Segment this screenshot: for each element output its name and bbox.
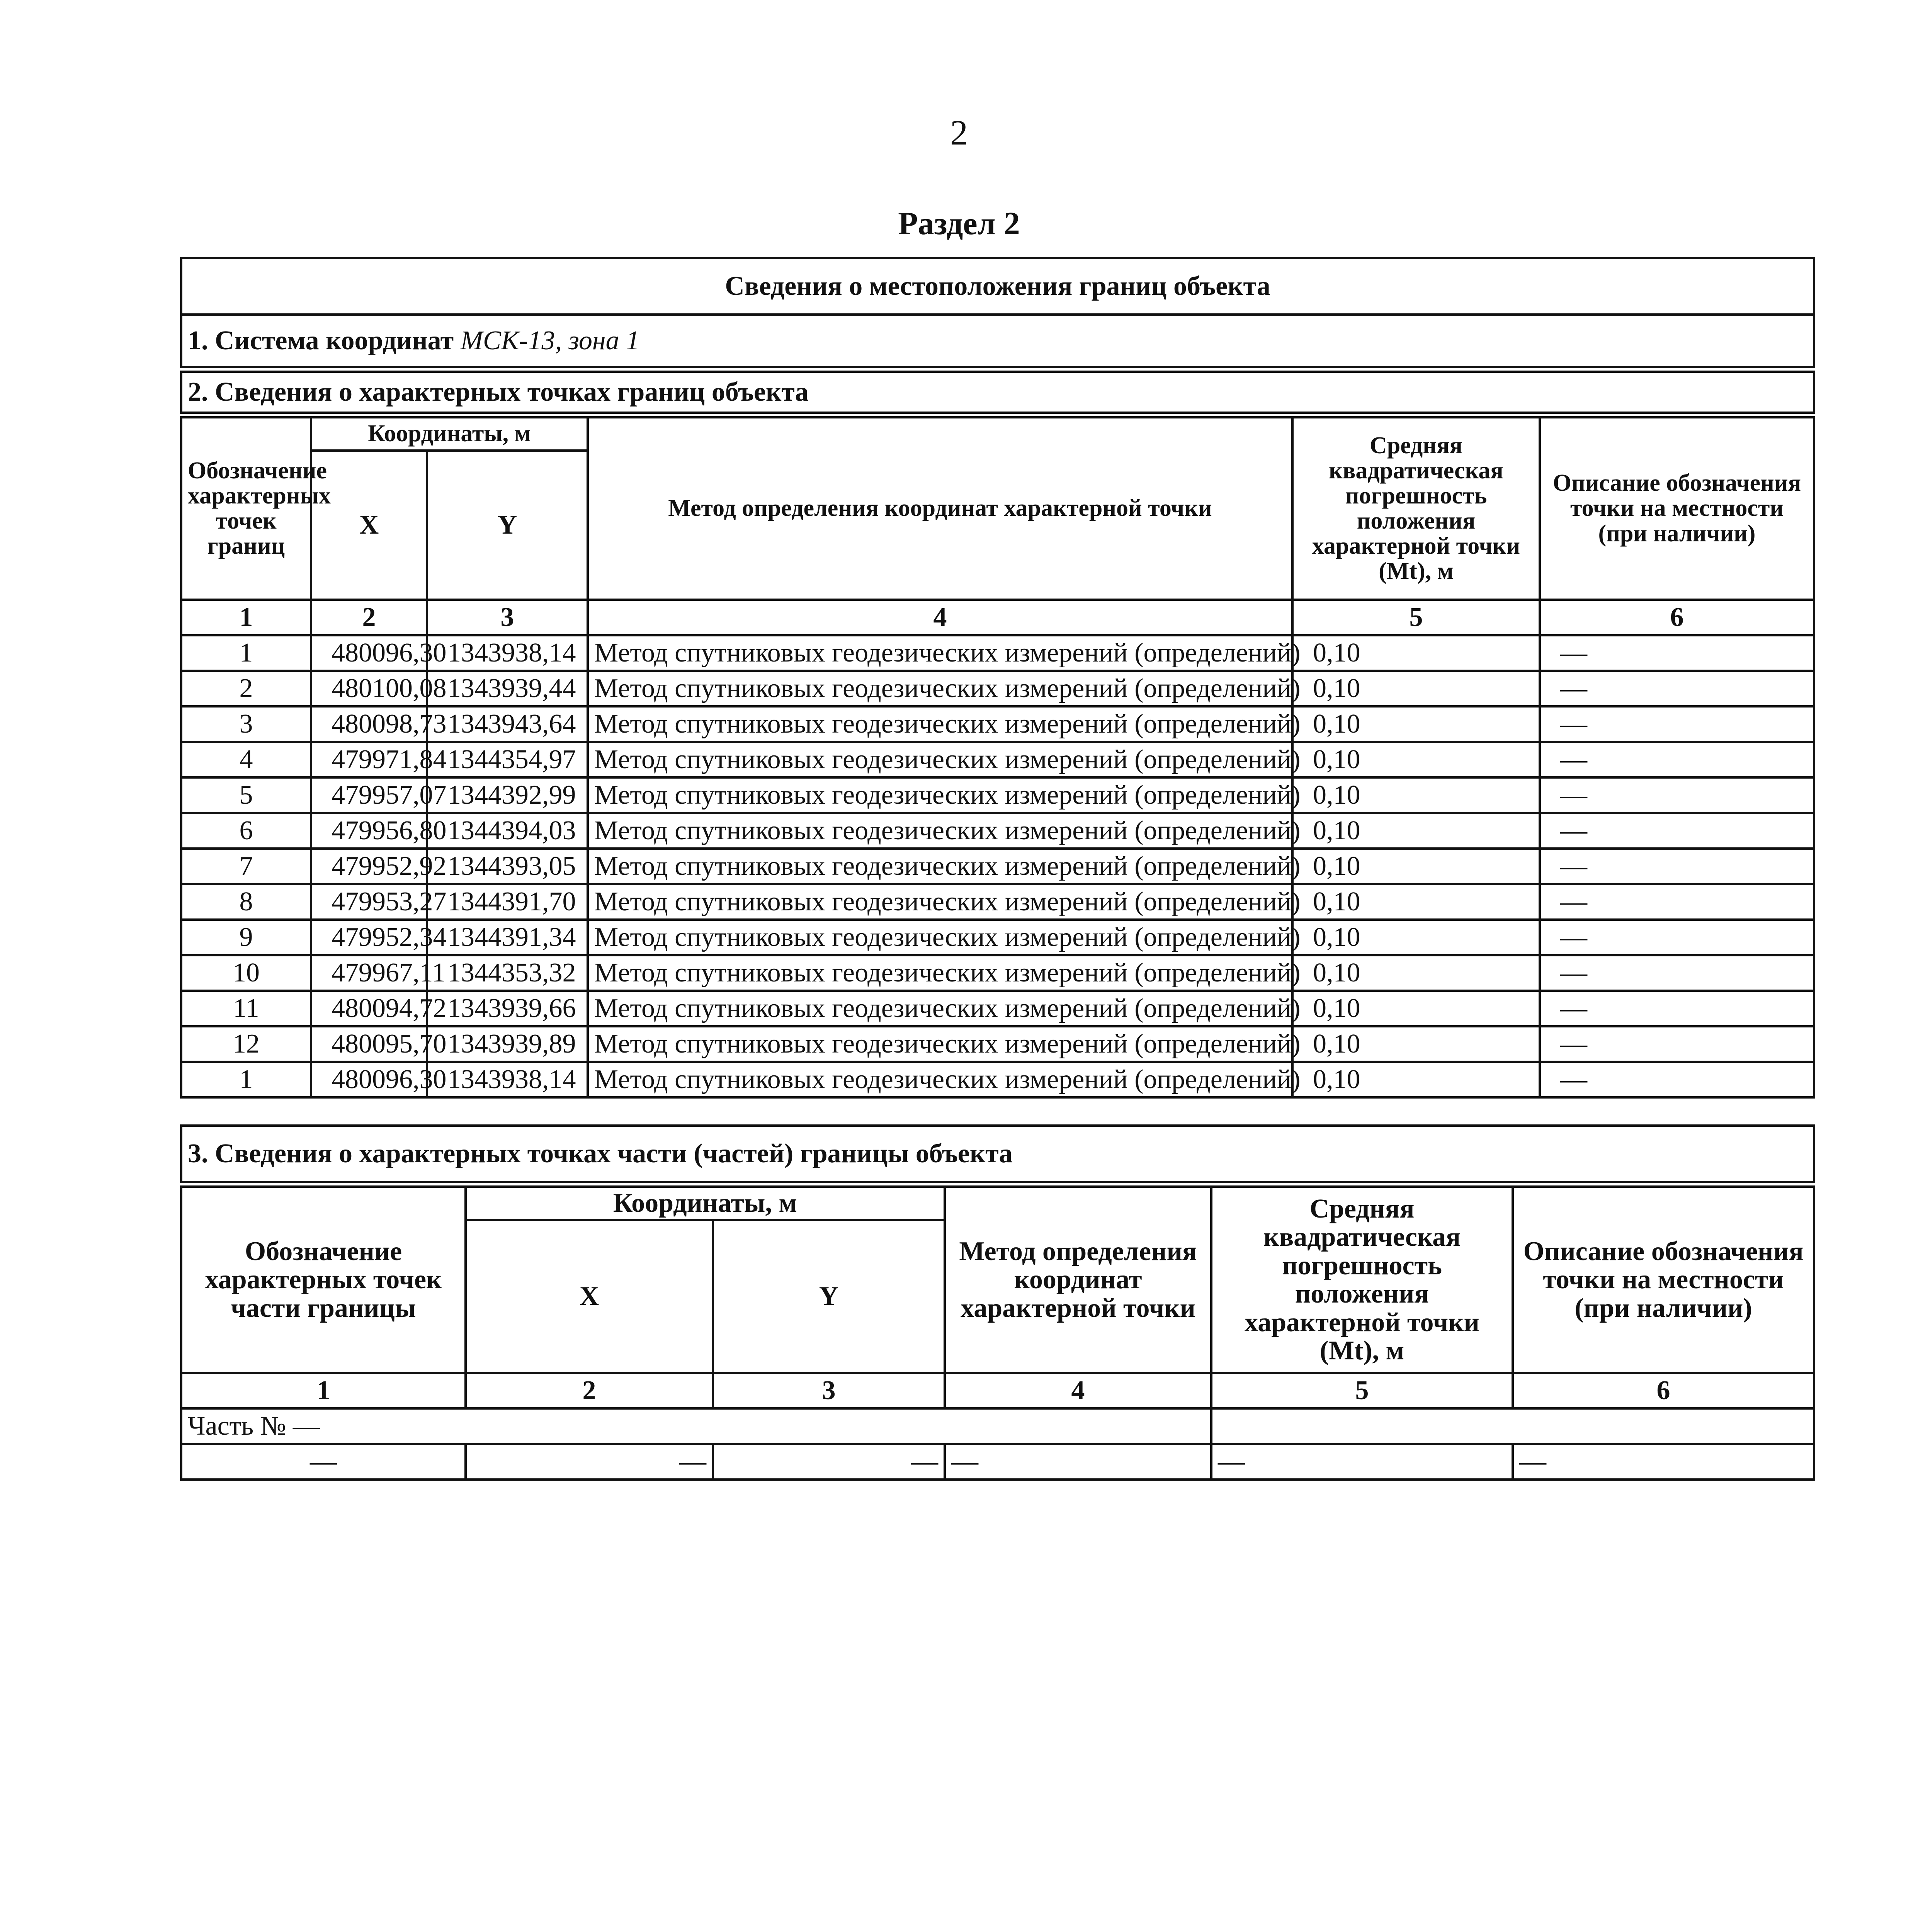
y-coordinate-cell: 1343939,44 [427, 671, 588, 706]
point-number-cell: 9 [181, 920, 311, 955]
point-number-cell: 8 [181, 884, 311, 920]
part-col-error-header: Средняя квадратическая погрешность положения характерной точки (Mt), м [1211, 1184, 1513, 1373]
description-cell: — [1540, 1026, 1814, 1062]
error-cell: 0,10 [1292, 671, 1540, 706]
col-number: 2 [311, 600, 427, 635]
point-number-cell: 3 [181, 706, 311, 742]
part-col-number: 5 [1211, 1373, 1513, 1408]
method-cell: Метод спутниковых геодезических измерений (определений) [588, 635, 1292, 671]
x-coordinate-cell: 480096,30 [311, 1062, 427, 1097]
error-cell: 0,10 [1292, 991, 1540, 1026]
page-number: 2 [950, 113, 968, 152]
part-dash-cell: — [466, 1444, 713, 1480]
table-row [181, 671, 1814, 706]
coord-system-row [181, 315, 1814, 369]
point-number-cell: 1 [181, 1062, 311, 1097]
coord-system-label: 1. Система координат [188, 326, 454, 356]
y-coordinate-cell: 1344391,70 [427, 884, 588, 920]
part-dash-cell: — [1211, 1444, 1513, 1480]
x-coordinate-cell: 479953,27 [311, 884, 427, 920]
point-number-cell: 10 [181, 955, 311, 991]
part-col-number: 2 [466, 1373, 713, 1408]
method-cell: Метод спутниковых геодезических измерений (определений) [588, 671, 1292, 706]
x-coordinate-cell: 479952,34 [311, 920, 427, 955]
x-coordinate-cell: 479957,07 [311, 777, 427, 813]
error-cell: 0,10 [1292, 777, 1540, 813]
description-cell: — [1540, 742, 1814, 777]
error-cell: 0,10 [1292, 920, 1540, 955]
method-cell: Метод спутниковых геодезических измерений (определений) [588, 1026, 1292, 1062]
point-number-cell: 6 [181, 813, 311, 849]
y-coordinate-cell: 1344353,32 [427, 955, 588, 991]
y-coordinate-cell: 1343939,89 [427, 1026, 588, 1062]
section-title: Раздел 2 [898, 206, 1020, 242]
coord-system-value: МСК-13, зона 1 [460, 326, 640, 356]
method-cell: Метод спутниковых геодезических измерений (определений) [588, 955, 1292, 991]
table-row [181, 777, 1814, 813]
point-number-cell: 7 [181, 849, 311, 884]
table-row [181, 884, 1814, 920]
point-number-cell: 4 [181, 742, 311, 777]
table-row [181, 635, 1814, 671]
point-number-cell: 5 [181, 777, 311, 813]
error-cell: 0,10 [1292, 813, 1540, 849]
part-boundary-table [180, 1124, 1815, 1481]
point-number-cell: 1 [181, 635, 311, 671]
y-coordinate-cell: 1343939,66 [427, 991, 588, 1026]
table-row [181, 920, 1814, 955]
boundary-points-body [181, 635, 1814, 1097]
point-number-cell: 2 [181, 671, 311, 706]
col-method-header: Метод определения координат характерной точки [588, 415, 1292, 600]
part-col-description-header: Описание обозначения точки на местности (при наличии) [1513, 1184, 1814, 1373]
error-cell: 0,10 [1292, 1026, 1540, 1062]
part-col-number: 1 [181, 1373, 466, 1408]
y-coordinate-cell: 1344393,05 [427, 849, 588, 884]
table-row [181, 991, 1814, 1026]
description-cell: — [1540, 884, 1814, 920]
table-row [181, 706, 1814, 742]
x-coordinate-cell: 479967,11 [311, 955, 427, 991]
error-cell: 0,10 [1292, 742, 1540, 777]
table-row [181, 849, 1814, 884]
col-description-header: Описание обозначения точки на местности (при наличии) [1540, 415, 1814, 600]
table-row [181, 1062, 1814, 1097]
part-col-x-header: X [466, 1220, 713, 1373]
part-dash-cell: — [713, 1444, 945, 1480]
col-number: 3 [427, 600, 588, 635]
col-x-header: X [311, 451, 427, 600]
col-coordinates-header: Координаты, м [311, 415, 588, 451]
x-coordinate-cell: 479971,84 [311, 742, 427, 777]
y-coordinate-cell: 1343938,14 [427, 1062, 588, 1097]
part-col-y-header: Y [713, 1220, 945, 1373]
part-col-coordinates-header: Координаты, м [466, 1184, 945, 1220]
method-cell: Метод спутниковых геодезических измерений (определений) [588, 1062, 1292, 1097]
error-cell: 0,10 [1292, 706, 1540, 742]
description-cell: — [1540, 706, 1814, 742]
x-coordinate-cell: 479952,92 [311, 849, 427, 884]
error-cell: 0,10 [1292, 884, 1540, 920]
method-cell: Метод спутниковых геодезических измерений (определений) [588, 991, 1292, 1026]
part-dash-cell: — [945, 1444, 1211, 1480]
error-cell: 0,10 [1292, 849, 1540, 884]
error-cell: 0,10 [1292, 1062, 1540, 1097]
part-col-number: 6 [1513, 1373, 1814, 1408]
description-cell: — [1540, 671, 1814, 706]
x-coordinate-cell: 480100,08 [311, 671, 427, 706]
boundary-table-title: Сведения о местоположения границ объекта [181, 258, 1814, 315]
part-label-empty [1211, 1408, 1814, 1444]
part-col-number: 3 [713, 1373, 945, 1408]
method-cell: Метод спутниковых геодезических измерений (определений) [588, 777, 1292, 813]
table-row [181, 1026, 1814, 1062]
description-cell: — [1540, 777, 1814, 813]
col-number: 1 [181, 600, 311, 635]
description-cell: — [1540, 920, 1814, 955]
table-row [181, 742, 1814, 777]
part-table-title: 3. Сведения о характерных точках части (частей) границы объекта [181, 1126, 1814, 1184]
point-number-cell: 11 [181, 991, 311, 1026]
y-coordinate-cell: 1344354,97 [427, 742, 588, 777]
y-coordinate-cell: 1344391,34 [427, 920, 588, 955]
part-label: Часть № — [181, 1408, 1211, 1444]
part-dash-cell: — [1513, 1444, 1814, 1480]
method-cell: Метод спутниковых геодезических измерений (определений) [588, 849, 1292, 884]
table-row [181, 955, 1814, 991]
method-cell: Метод спутниковых геодезических измерений (определений) [588, 920, 1292, 955]
col-error-header: Средняя квадратическая погрешность положения характерной точки (Mt), м [1292, 415, 1540, 600]
x-coordinate-cell: 480096,30 [311, 635, 427, 671]
description-cell: — [1540, 813, 1814, 849]
col-number: 6 [1540, 600, 1814, 635]
description-cell: — [1540, 955, 1814, 991]
col-y-header: Y [427, 451, 588, 600]
point-number-cell: 12 [181, 1026, 311, 1062]
description-cell: — [1540, 1062, 1814, 1097]
description-cell: — [1540, 991, 1814, 1026]
boundary-table [180, 257, 1815, 1099]
y-coordinate-cell: 1343938,14 [427, 635, 588, 671]
error-cell: 0,10 [1292, 955, 1540, 991]
method-cell: Метод спутниковых геодезических измерений (определений) [588, 813, 1292, 849]
x-coordinate-cell: 480094,72 [311, 991, 427, 1026]
x-coordinate-cell: 479956,80 [311, 813, 427, 849]
x-coordinate-cell: 480098,73 [311, 706, 427, 742]
y-coordinate-cell: 1344392,99 [427, 777, 588, 813]
points-section-header: 2. Сведения о характерных точках границ объекта [181, 369, 1814, 415]
part-col-number: 4 [945, 1373, 1211, 1408]
description-cell: — [1540, 635, 1814, 671]
error-cell: 0,10 [1292, 635, 1540, 671]
x-coordinate-cell: 480095,70 [311, 1026, 427, 1062]
col-number: 5 [1292, 600, 1540, 635]
method-cell: Метод спутниковых геодезических измерений (определений) [588, 742, 1292, 777]
description-cell: — [1540, 849, 1814, 884]
method-cell: Метод спутниковых геодезических измерений (определений) [588, 884, 1292, 920]
y-coordinate-cell: 1344394,03 [427, 813, 588, 849]
method-cell: Метод спутниковых геодезических измерений (определений) [588, 706, 1292, 742]
col-designation-header: Обозначение характерных точек границ [181, 415, 311, 600]
part-col-method-header: Метод определения координат характерной точки [945, 1184, 1211, 1373]
y-coordinate-cell: 1343943,64 [427, 706, 588, 742]
col-number: 4 [588, 600, 1292, 635]
part-dash-cell: — [181, 1444, 466, 1480]
table-row [181, 813, 1814, 849]
part-col-designation-header: Обозначение характерных точек части границы [181, 1184, 466, 1373]
